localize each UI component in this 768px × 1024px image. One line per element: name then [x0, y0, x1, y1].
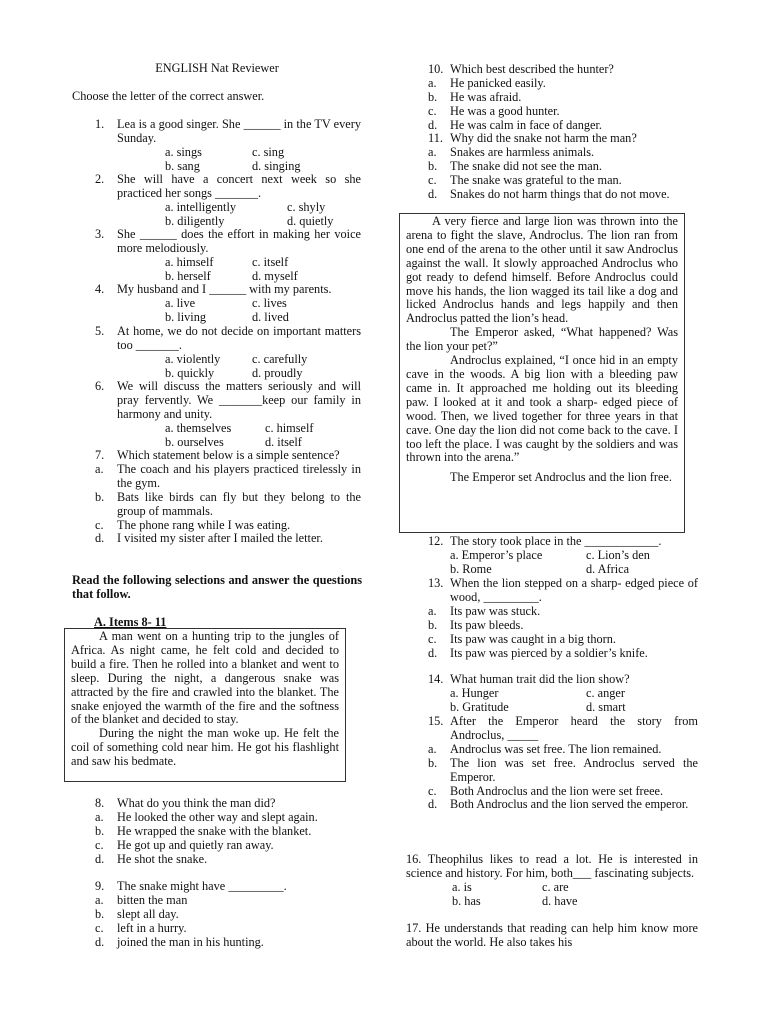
question-stem: She ______ does the effort in making her voice more melodiously. [117, 227, 361, 255]
question-9 [95, 880, 361, 950]
question-stem: Which best described the hunter? [450, 62, 614, 76]
question-stem: What do you think the man did? [117, 796, 276, 810]
option-text: Snakes do not harm things that do not move. [450, 186, 670, 201]
question-number: 11. [428, 131, 443, 145]
option-b [95, 825, 339, 839]
option-text: Its paw was caught in a big thorn. [450, 631, 616, 646]
question-14 [428, 673, 698, 715]
options-list [428, 743, 698, 813]
options-list [95, 463, 361, 546]
option-text: He looked the other way and slept again. [117, 809, 318, 824]
question-stem: My husband and I ______ with my parents. [117, 282, 332, 296]
option-text: The snake did not see the man. [450, 158, 602, 173]
option-text: The snake was grateful to the man. [450, 172, 622, 187]
option-a [428, 146, 698, 160]
option-letter: b. [428, 617, 438, 632]
option-b: b. Rome [450, 561, 492, 576]
option-text: slept all day. [117, 906, 179, 921]
option-letter: b. [95, 489, 105, 504]
question-number: 4. [95, 282, 105, 296]
question-15 [428, 715, 698, 812]
option-b: b. ourselves [165, 434, 224, 449]
option-letter: b. [428, 89, 438, 104]
option-text: The coach and his players practiced tirelessly in the gym. [117, 461, 361, 490]
question-stem: What human trait did the lion show? [450, 672, 630, 686]
option-text: The phone rang while I was eating. [117, 517, 291, 532]
question-10 [428, 63, 698, 133]
option-d: d. Africa [586, 561, 630, 576]
option-d: d. have [542, 893, 578, 908]
question-number: 2. [95, 172, 105, 186]
question-number: 13. [428, 576, 444, 590]
question-2 [95, 173, 361, 229]
option-b: b. diligently [165, 213, 225, 228]
options-list [428, 146, 698, 202]
option-letter: b. [428, 158, 438, 173]
option-d: d. itself [265, 434, 302, 449]
option-c: c. itself [252, 254, 289, 269]
option-letter: d. [428, 186, 438, 201]
section-a-heading: A. Items 8- 11 [94, 615, 167, 629]
option-b [428, 160, 698, 174]
option-text: He got up and quietly ran away. [117, 837, 274, 852]
question-11 [428, 132, 698, 202]
option-a [95, 463, 361, 491]
option-a [428, 605, 698, 619]
option-a: a. live [165, 295, 196, 310]
question-number: 10. [428, 62, 444, 76]
option-a [95, 894, 361, 908]
question-number: 15. [428, 714, 444, 728]
question-stem: Which statement below is a simple sentence? [117, 448, 340, 462]
question-1 [95, 118, 361, 174]
passage-androclus-box [399, 213, 685, 533]
option-letter: d. [95, 851, 105, 866]
option-letter: c. [95, 920, 104, 935]
option-letter: b. [428, 755, 438, 770]
option-d [428, 798, 698, 812]
options-list [428, 77, 698, 133]
passage-paragraph: The Emperor asked, “What happened? Was the lion your pet?” [406, 325, 678, 354]
option-b [95, 491, 361, 519]
option-c: c. lives [252, 295, 287, 310]
question-17 [406, 922, 698, 950]
option-a: a. sings [165, 144, 202, 159]
question-stem: Lea is a good singer. She ______ in the TV every Sunday. [117, 117, 361, 145]
option-d: d. quietly [287, 213, 334, 228]
option-letter: a. [428, 741, 437, 756]
option-d [95, 853, 339, 867]
question-13 [428, 577, 698, 660]
question-number: 12. [428, 534, 444, 548]
option-d: d. singing [252, 158, 301, 173]
option-text: He panicked easily. [450, 75, 546, 90]
question-7 [95, 449, 361, 546]
option-text: He shot the snake. [117, 851, 208, 866]
option-d: d. proudly [252, 365, 303, 380]
option-text: Androclus was set free. The lion remained. [450, 741, 662, 756]
options-list [95, 894, 361, 950]
option-text: I visited my sister after I mailed the letter. [117, 531, 323, 546]
option-b: b. quickly [165, 365, 215, 380]
question-stem: The snake might have _________. [117, 879, 287, 893]
option-c: c. himself [265, 420, 314, 435]
option-b [95, 908, 361, 922]
option-c [95, 922, 361, 936]
question-stem: She will have a concert next week so she practiced her songs _______. [117, 172, 361, 200]
option-b [428, 757, 698, 785]
question-stem: Why did the snake not harm the man? [450, 131, 637, 145]
option-b [428, 91, 698, 105]
option-letter: c. [95, 517, 104, 532]
question-3 [95, 228, 361, 284]
option-c: c. shyly [287, 199, 326, 214]
option-letter: c. [428, 172, 437, 187]
option-d: d. lived [252, 309, 289, 324]
option-text: The lion was set free. Androclus served the Emperor. [450, 755, 698, 784]
option-text: He was a good hunter. [450, 103, 560, 118]
question-5 [95, 325, 361, 381]
question-number: 5. [95, 324, 105, 338]
option-c: c. sing [252, 144, 285, 159]
option-d [428, 188, 698, 202]
question-number: 7. [95, 448, 105, 462]
option-a: a. is [452, 879, 472, 894]
option-text: Both Androclus and the lion served the emperor. [450, 797, 689, 812]
option-a: a. violently [165, 351, 221, 366]
option-letter: b. [95, 906, 105, 921]
option-c [428, 105, 698, 119]
option-letter: a. [428, 144, 437, 159]
question-stem: After the Emperor heard the story from Androclus, _____ [450, 714, 698, 742]
option-b: b. living [165, 309, 206, 324]
options-list [95, 811, 339, 867]
option-d: d. smart [586, 699, 626, 714]
option-a [95, 811, 339, 825]
option-text: Its paw bleeds. [450, 617, 524, 632]
option-a [428, 77, 698, 91]
question-6 [95, 380, 361, 450]
instruction: Choose the letter of the correct answer. [72, 89, 265, 103]
option-c [95, 519, 361, 533]
question-number: 6. [95, 379, 105, 393]
option-a: a. themselves [165, 420, 232, 435]
question-number: 14. [428, 672, 444, 686]
passage-hunter-box [64, 628, 346, 782]
option-text: Both Androclus and the lion were set freee. [450, 783, 664, 798]
option-letter: d. [95, 934, 105, 949]
option-b: b. has [452, 893, 481, 908]
option-d: d. myself [252, 268, 298, 283]
question-number: 3. [95, 227, 105, 241]
option-text: bitten the man [117, 892, 188, 907]
option-d [95, 532, 361, 546]
option-b: b. herself [165, 268, 211, 283]
option-a [428, 743, 698, 757]
option-letter: d. [428, 797, 438, 812]
option-letter: a. [428, 603, 437, 618]
options-list [428, 605, 698, 661]
question-number: 9. [95, 879, 105, 893]
passage-paragraph: Androclus explained, “I once hid in an empty cave in the woods. A big lion with a bleeding paw came in. It approached me holding out its bleeding paw. I looked at it and took a sharp- edged piece of wood. Then, we lived together for three years in that cave. One day the lion did not come back to the cave. I too left the place. I was caught by the soldiers and was thrown into the arena.” [406, 353, 678, 465]
question-stem: 16. Theophilus likes to read a lot. He is interested in science and history. For him, both___ fascinating subjects. [406, 852, 698, 880]
option-b: b. sang [165, 158, 200, 173]
question-number: 1. [95, 117, 105, 131]
option-c [95, 839, 339, 853]
question-8 [95, 797, 361, 867]
option-letter: a. [95, 892, 104, 907]
passage-paragraph: A man went on a hunting trip to the jungles of Africa. As night came, he felt cold and decided to build a fire. Then he rolled into a blanket and went to sleep. During the night, a dangerous snake was attracted by the fire and crawled into the blanket. The snake enjoyed the warmth of the fire and the softness of the blanket and decided to stay. [71, 629, 339, 727]
option-a: a. himself [165, 254, 214, 269]
question-4 [95, 283, 361, 325]
option-c: c. Lion’s den [586, 547, 650, 562]
option-c [428, 174, 698, 188]
question-stem: We will discuss the matters seriously and will pray fervently. We _______keep our family in harmony and unity. [117, 379, 361, 421]
option-text: Its paw was pierced by a soldier’s knife. [450, 645, 648, 660]
option-letter: b. [95, 823, 105, 838]
option-letter: d. [428, 117, 438, 132]
option-d [95, 936, 361, 950]
passage-paragraph: A very fierce and large lion was thrown into the arena to fight the slave, Androclus. The lion ran from one end of the arena to the other until it saw Androclus against the wall. It slowly approached Androclus who got ready to defend himself. Before Androclus could move his hands, the lion wagged its tail like a dog and licked Androclus hands and legs happily and then Androclus patted the lion’s head. [406, 214, 678, 326]
option-letter: a. [428, 75, 437, 90]
option-text: joined the man in his hunting. [117, 934, 264, 949]
option-letter: c. [428, 783, 437, 798]
option-c: c. anger [586, 685, 625, 700]
option-text: Its paw was stuck. [450, 603, 541, 618]
reading-heading: Read the following selections and answer the questions that follow. [72, 573, 362, 601]
option-c [428, 785, 698, 799]
question-number: 8. [95, 796, 105, 810]
question-stem: The story took place in the ____________. [450, 534, 662, 548]
question-16 [406, 853, 698, 909]
option-letter: d. [428, 645, 438, 660]
option-letter: c. [428, 631, 437, 646]
option-letter: c. [95, 837, 104, 852]
option-c: c. are [542, 879, 569, 894]
option-a: a. Hunger [450, 685, 499, 700]
option-letter: d. [95, 531, 105, 546]
option-c: c. carefully [252, 351, 308, 366]
option-text: He was calm in face of danger. [450, 117, 602, 132]
option-a: a. Emperor’s place [450, 547, 543, 562]
option-d [428, 647, 698, 661]
passage-paragraph: During the night the man woke up. He felt the coil of something cold near him. He got his flashlight and saw his bedmate. [71, 726, 339, 769]
document-title: ENGLISH Nat Reviewer [155, 61, 279, 75]
question-stem: When the lion stepped on a sharp- edged piece of wood, _________. [450, 576, 698, 604]
option-b [428, 619, 698, 633]
option-text: He wrapped the snake with the blanket. [117, 823, 312, 838]
option-text: Snakes are harmless animals. [450, 144, 595, 159]
question-stem: 17. He understands that reading can help him know more about the world. He also takes his [406, 921, 698, 949]
option-a: a. intelligently [165, 199, 237, 214]
option-text: left in a hurry. [117, 920, 187, 935]
question-stem: At home, we do not decide on important matters too _______. [117, 324, 361, 352]
option-text: He was afraid. [450, 89, 522, 104]
option-letter: c. [428, 103, 437, 118]
option-letter: a. [95, 461, 104, 476]
question-12 [428, 535, 698, 577]
option-text: Bats like birds can fly but they belong to the group of mammals. [117, 489, 361, 518]
passage-paragraph: The Emperor set Androclus and the lion free. [450, 470, 672, 485]
option-b: b. Gratitude [450, 699, 509, 714]
option-c [428, 633, 698, 647]
option-letter: a. [95, 809, 104, 824]
